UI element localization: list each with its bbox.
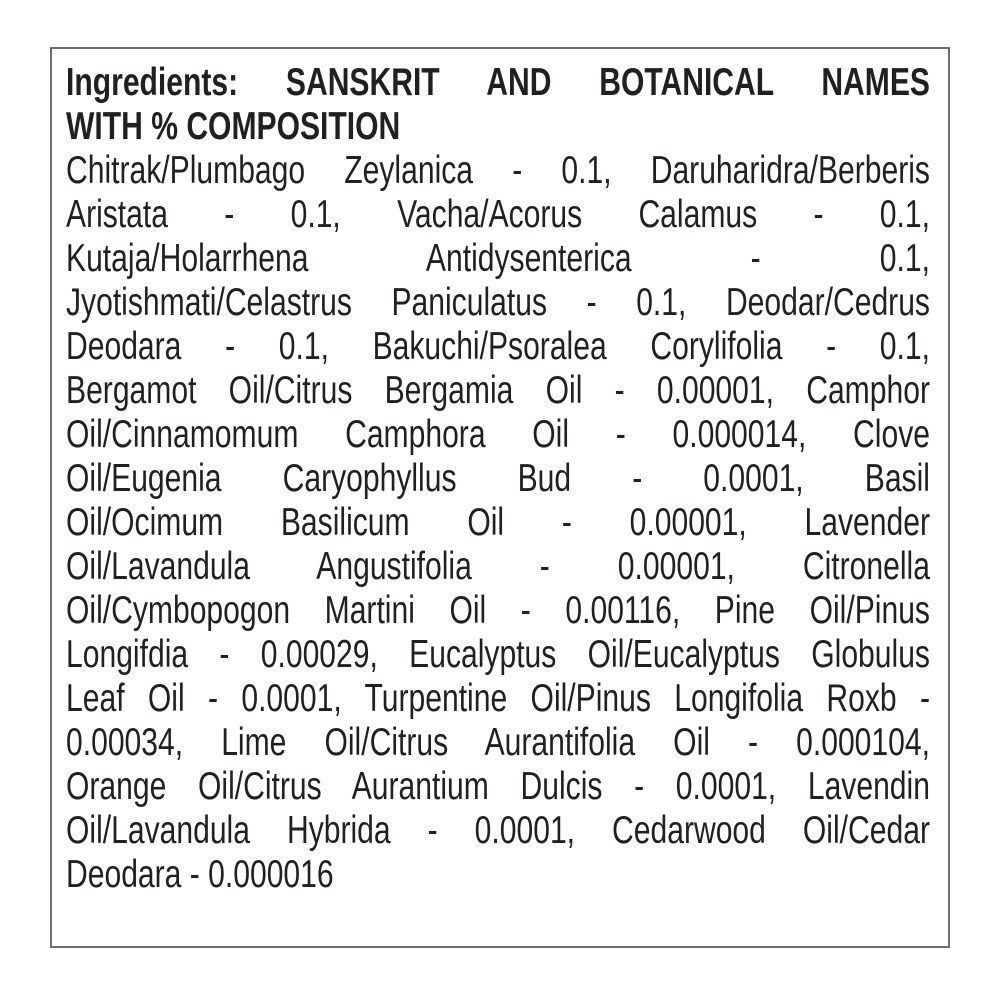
ingredients-line: Oil/Ocimum Basilicum Oil - 0.00001, Lavender xyxy=(66,501,930,544)
ingredients-line: Oil/Lavandula Hybrida - 0.0001, Cedarwood Oil/Cedar xyxy=(66,809,930,852)
ingredients-line: 0.00034, Lime Oil/Citrus Aurantifolia Oil - 0.000104, xyxy=(66,721,930,764)
ingredients-heading-line1: Ingredients: SANSKRIT AND BOTANICAL NAMES xyxy=(66,61,930,104)
ingredients-line: Oil/Lavandula Angustifolia - 0.00001, Citronella xyxy=(66,545,930,588)
ingredients-heading-line2: WITH % COMPOSITION xyxy=(66,105,401,148)
ingredients-line: Oil/Cymbopogon Martini Oil - 0.00116, Pine Oil/Pinus xyxy=(66,589,930,632)
ingredients-line: Oil/Eugenia Caryophyllus Bud - 0.0001, Basil xyxy=(66,457,930,500)
ingredients-line: Orange Oil/Citrus Aurantium Dulcis - 0.0001, Lavendin xyxy=(66,765,930,808)
ingredients-line: Deodara - 0.000016 xyxy=(66,853,334,896)
ingredients-line: Bergamot Oil/Citrus Bergamia Oil - 0.00001, Camphor xyxy=(66,369,930,412)
ingredients-line: Leaf Oil - 0.0001, Turpentine Oil/Pinus Longifolia Roxb - xyxy=(66,677,930,720)
ingredients-line: Chitrak/Plumbago Zeylanica - 0.1, Daruharidra/Berberis xyxy=(66,149,930,192)
ingredients-line: Kutaja/Holarrhena Antidysenterica - 0.1, xyxy=(66,237,930,280)
ingredients-line: Deodara - 0.1, Bakuchi/Psoralea Corylifolia - 0.1, xyxy=(66,325,930,368)
ingredients-line: Oil/Cinnamomum Camphora Oil - 0.000014, Clove xyxy=(66,413,930,456)
ingredients-panel xyxy=(50,47,950,948)
ingredients-body xyxy=(66,149,930,897)
ingredients-heading xyxy=(66,61,930,149)
ingredients-text-block xyxy=(66,61,930,897)
ingredients-line: Aristata - 0.1, Vacha/Acorus Calamus - 0.1, xyxy=(66,193,930,236)
ingredients-line: Longifdia - 0.00029, Eucalyptus Oil/Eucalyptus Globulus xyxy=(66,633,930,676)
ingredients-line: Jyotishmati/Celastrus Paniculatus - 0.1, Deodar/Cedrus xyxy=(66,281,930,324)
